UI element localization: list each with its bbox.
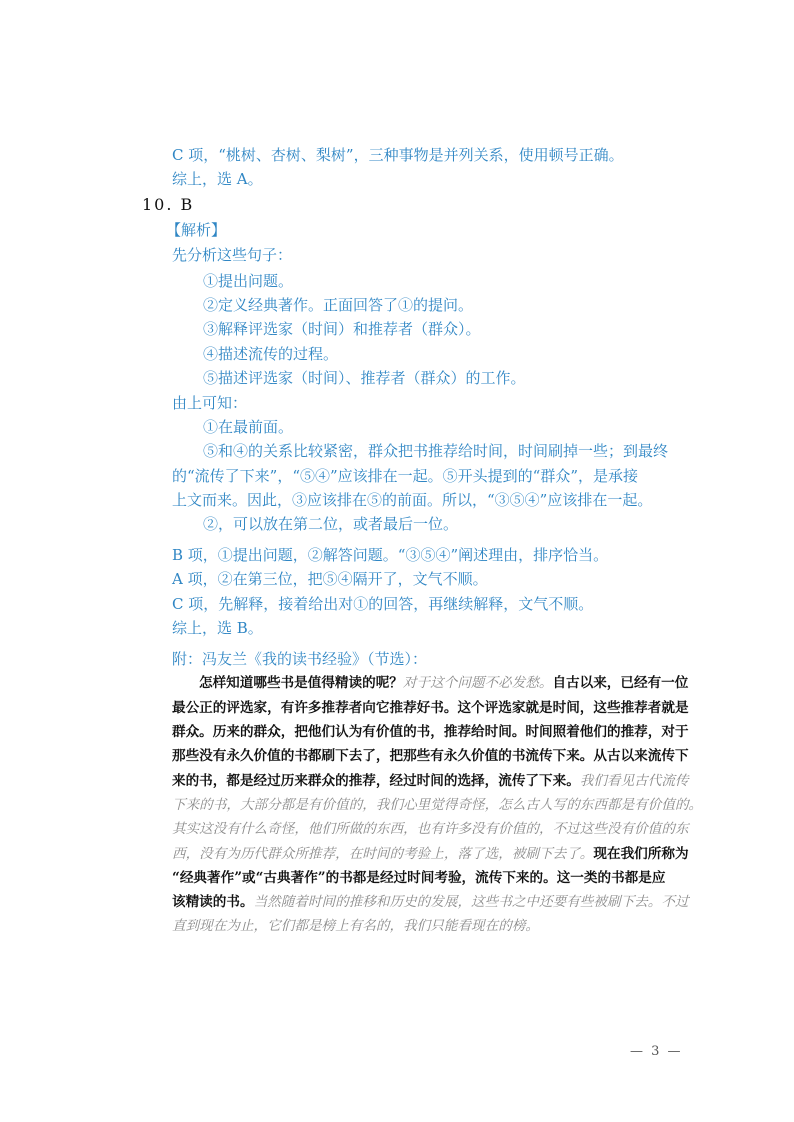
conclusion-2-line-2: 的“流传了下来”，“⑤④”应该排在一起。⑤开头提到的“群众”，是承接 — [172, 467, 639, 485]
appendix-title: 附：冯友兰《我的读书经验》（节选）： — [172, 650, 428, 668]
option-c-analysis: C 项，先解释，接着给出对①的回答，再继续解释，文气不顺。 — [172, 595, 594, 613]
passage-bold: 自古以来，已经有一位 — [552, 675, 689, 691]
page-number: — 3 — — [630, 1044, 683, 1059]
passage-line-2: 最公正的评选家，有许多推荐者向它推荐好书。这个评选家就是时间，这些推荐者就是 — [172, 700, 689, 716]
option-b-analysis: B 项，①提出问题，②解答问题。“③⑤④”阐述理由，排序恰当。 — [172, 546, 609, 564]
passage-gray: 对于这个问题不必发愁。 — [402, 675, 553, 691]
sentence-5: ⑤描述评选家（时间）、推荐者（群众）的工作。 — [203, 369, 526, 387]
passage-gray: 我们看见古代流传 — [579, 773, 689, 789]
passage-line-9: “经典著作”或“古典著作”的书都是经过时间考验，流传下来的。这一类的书都是应 — [172, 870, 666, 886]
passage-gray: 西，没有为历代群众所推荐，在时间的考验上，落了选，被刷下去了。 — [172, 846, 594, 862]
answer-line-c-item: C 项，“桃树、杏树、梨树”，三种事物是并列关系，使用顿号正确。 — [172, 146, 624, 164]
passage-bold: 该精读的书。 — [172, 894, 254, 910]
passage-bold: 现在我们所称为 — [593, 846, 689, 862]
sentence-3: ③解释评选家（时间）和推荐者（群众）。 — [203, 320, 481, 338]
question-number: 10. B — [142, 195, 195, 214]
conclusion-2-line-1: ⑤和④的关系比较紧密，群众把书推荐给时间，时间刷掉一些；到最终 — [203, 442, 669, 460]
passage-line-8 — [172, 843, 689, 865]
passage-line-11: 直到现在为止，它们都是榜上有名的，我们只能看现在的榜。 — [172, 918, 540, 934]
sentence-2: ②定义经典著作。正面回答了①的提问。 — [203, 296, 474, 314]
passage-line-10 — [172, 891, 689, 913]
answer-summary: 综上，选 B。 — [172, 619, 263, 637]
passage-line-6: 下来的书，大部分都是有价值的，我们心里觉得奇怪，怎么古人写的东西都是有价值的。 — [172, 797, 703, 813]
sentence-1: ①提出问题。 — [203, 272, 294, 290]
passage-gray: 当然随着时间的推移和历史的发展，这些书之中还要有些被刷下去。不过 — [253, 894, 689, 910]
conclusion-1: ①在最前面。 — [203, 418, 294, 436]
sentence-4: ④描述流传的过程。 — [203, 345, 339, 363]
passage-line-4: 那些没有永久价值的书都刷下去了，把那些有永久价值的书流传下来。从古以来流传下 — [172, 748, 689, 764]
passage-line-1 — [199, 672, 688, 694]
answer-summary-prev: 综上，选 A。 — [172, 170, 263, 188]
passage-bold: 来的书，都是经过历来群众的推荐，经过时间的选择，流传了下来。 — [172, 773, 580, 789]
analysis-tag: 【解析】 — [166, 221, 227, 239]
analyze-intro: 先分析这些句子： — [172, 246, 293, 264]
conclude-intro: 由上可知： — [172, 394, 248, 412]
conclusion-2-line-3: 上文而来。因此，③应该排在⑤的前面。所以，“③⑤④”应该排在一起。 — [172, 491, 653, 509]
passage-line-3: 群众。历来的群众，把他们认为有价值的书，推荐给时间。时间照着他们的推荐，对于 — [172, 724, 689, 740]
option-a-analysis: A 项，②在第三位，把⑤④隔开了，文气不顺。 — [172, 570, 488, 588]
passage-line-7: 其实这没有什么奇怪，他们所做的东西，也有许多没有价值的，不过这些没有价值的东 — [172, 821, 689, 837]
conclusion-3: ②，可以放在第二位，或者最后一位。 — [203, 515, 459, 533]
passage-line-5 — [172, 770, 689, 792]
passage-bold: 怎样知道哪些书是值得精读的呢？ — [199, 675, 403, 691]
